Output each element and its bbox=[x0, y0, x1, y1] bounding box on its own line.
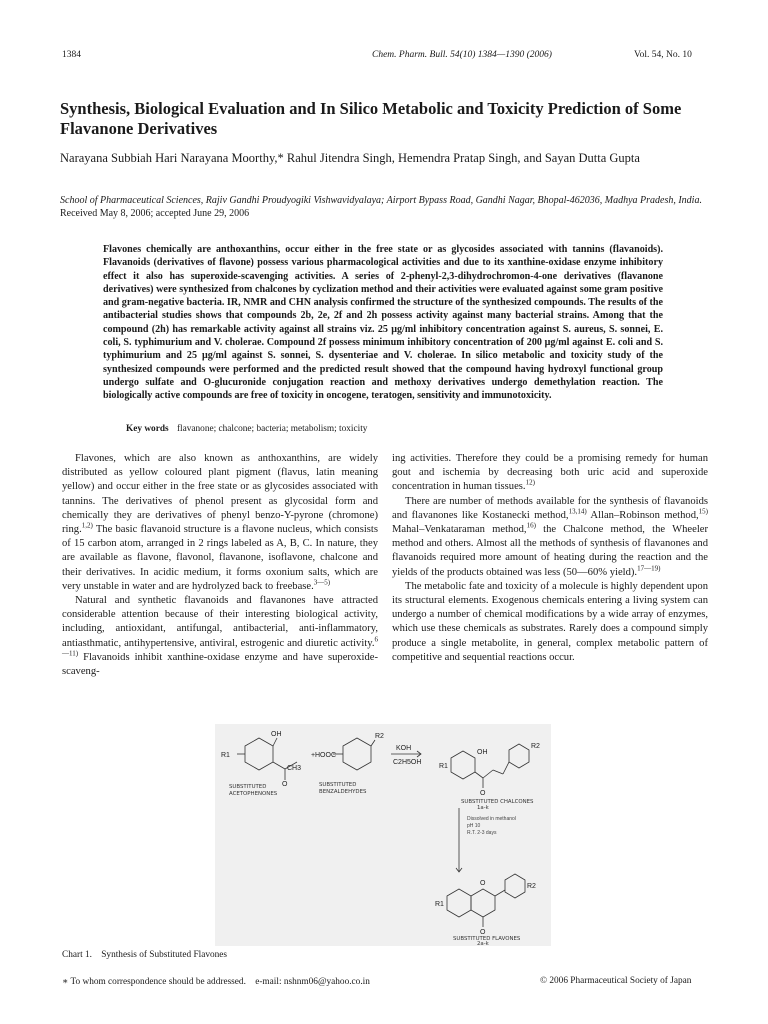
label-o: O bbox=[282, 781, 288, 788]
label-o: O bbox=[480, 790, 486, 797]
reagent-koh: KOH bbox=[396, 745, 412, 752]
author-list: Narayana Subbiah Hari Narayana Moorthy,* Rahul Jitendra Singh, Hemendra Pratap Singh, and Sayan Dutta Gupta bbox=[60, 151, 640, 165]
text-run: the Chalcone method, the Wheeler method and others. Almost all the methods of synthesis of flavanones and flavanoids required more amount of heating during the reaction and the yields of the products obtained was less (50—60% yield). bbox=[392, 524, 708, 578]
journal-citation: Chem. Pharm. Bull. 54(10) 1384—1390 (2006) bbox=[372, 50, 552, 60]
label-o: O bbox=[480, 880, 486, 887]
label-hooc: HOOC bbox=[315, 752, 336, 759]
page-number: 1384 bbox=[62, 50, 81, 60]
abstract: Flavones chemically are anthoxanthins, occur either in the free state or as glycosides associated with tannins (flavanoids). Flavanoids (derivatives of flavone) possess various pharmacological activities and due to its xanthine-oxidase enzyme inhibitory effect it also has superoxide-scavenging activities. A series of 2-phenyl-2,3-dihydrochromon-4-one derivatives (flavanone derivatives) were synthesized from chalcones by cyclization method and their activities were evaluated against some gram positive and gram-negative bacteria. IR, NMR and CHN analysis confirmed the structure of the synthesized compounds. The results of the antibacterial studies shows that compounds 2b, 2e, 2f and 2h possess activity against many bacterial strains. Among that the compound (2h) has remarkable activity against all strains viz. 25 μg/ml inhibitory concentration against S. aureus, S. sonnei, E. coli, S. typhimurium and V. cholerae. Compound 2f possess minimum inhibitory concentration of 200 μg/ml against E. coli and S. typhimurium and 25 μg/ml against S. sonnei, S. dysenteriae and V. cholerae. In silico metabolic and toxicity study of the synthesized compounds were performed and the predicted result showed that the compound having hydroxyl functional group undergo sulfate and O-glucuronide conjugation reaction and methoxy derivatives undergo demethylation reaction. The biologically active compounds are free of toxicity in oncogene, teratogen, sensitivity and immunotoxicity. bbox=[103, 244, 663, 402]
paragraph bbox=[62, 594, 378, 679]
text-run: Natural and synthetic flavanoids and flavanones have attracted considerable attention because of their interesting biological activity, including, antioxidant, antifungal, antibacterial, anti-inflammatory, antiasthmatic, antihypertensive, antiviral, estrogenic and diuretic activity. bbox=[62, 595, 378, 649]
reaction-scheme bbox=[215, 724, 551, 946]
label-plus: + bbox=[311, 752, 316, 759]
citation-ref: 16) bbox=[526, 521, 536, 530]
volume-issue: Vol. 54, No. 10 bbox=[634, 50, 692, 60]
correspondence-note: ∗ To whom correspondence should be addressed. e-mail: nshnm06@yahoo.co.in bbox=[62, 977, 370, 987]
citation-ref: 15) bbox=[698, 507, 708, 516]
condition-text: pH 10 bbox=[467, 823, 481, 829]
flavone-label: 2a-k bbox=[477, 941, 489, 946]
text-run: Flavones, which are also known as anthoxanthins, are widely distributed as yellow coloured plant pigment (flavus, latin meaning yellow) and occur either in the free state or as glycosides associated with tannins. The derivatives of phenol present as glycosidal form and chemically they are derivatives of phenyl benzo-Y-pyrone (chromone) ring. bbox=[62, 453, 378, 536]
flavanone-ring-c bbox=[471, 889, 495, 917]
chart-caption: Chart 1. Synthesis of Substituted Flavones bbox=[62, 950, 228, 960]
label-r2: R2 bbox=[527, 883, 536, 890]
label-r1: R1 bbox=[439, 763, 448, 770]
label-o: O bbox=[480, 929, 486, 936]
scheme-drawing bbox=[215, 724, 551, 946]
label-oh: OH bbox=[477, 749, 488, 756]
label-r1: R1 bbox=[435, 901, 444, 908]
label-ch3: CH3 bbox=[287, 765, 302, 772]
text-run: There are number of methods available for the synthesis of flavanoids and flavanones like Kostanecki method, bbox=[392, 495, 708, 521]
body-column-right bbox=[392, 452, 708, 665]
citation-ref: 1,2) bbox=[81, 521, 93, 530]
text-run: The metabolic fate and toxicity of a molecule is highly dependent upon its structural elements. Exogenous chemicals entering a living system can undergo a number of chemical modifications by a wide array of enzymes, which use these chemicals as substrates. Rarely does a compound simply produce a single metabolite, in general, complex metabolic pattern of competitive and sequential reactions occur. bbox=[392, 580, 708, 663]
condition-text: Dissolved in methanol bbox=[467, 816, 516, 822]
keywords-line bbox=[126, 424, 367, 434]
paragraph bbox=[392, 452, 708, 495]
citation-ref: 3—5) bbox=[313, 578, 331, 587]
acetophenone-label: SUBSTITUTED bbox=[229, 784, 267, 790]
text-run: ing activities. Therefore they could be a promising remedy for human gout and ischemia by decreasing both uric acid and superoxide concentration in human tissues. bbox=[392, 453, 708, 493]
acetophenone-label: ACETOPHENONES bbox=[229, 791, 278, 797]
label-r1: R1 bbox=[221, 752, 230, 759]
flavone-label: SUBSTITUTED FLAVONES bbox=[453, 936, 521, 942]
text-run: Flavanoids inhibit xanthine-oxidase enzyme and have superoxide-scaveng- bbox=[62, 651, 378, 678]
flavanone-ring-a bbox=[447, 889, 471, 917]
benzaldehyde-ring bbox=[343, 738, 371, 770]
citation-ref: 17—19) bbox=[637, 564, 661, 573]
paragraph bbox=[62, 452, 378, 594]
copyright: © 2006 Pharmaceutical Society of Japan bbox=[540, 976, 692, 986]
text-run: The basic flavanoid structure is a flavone nucleus, which consists of 15 carbon atom, arranged in 2 rings labeled as A, B, C. In nature, they are available as flavone, flavonol, flavanone, isoflavone, chalcone and their derivatives. In acidic medium, it forms oxonium salts, which are very unstable in water and are hydrolyzed back to freebase. bbox=[62, 524, 378, 592]
text-run: Mahal–Venkataraman method, bbox=[392, 524, 527, 536]
label-oh: OH bbox=[271, 731, 282, 738]
keywords-label: Key words bbox=[126, 424, 169, 434]
received-dates: Received May 8, 2006; accepted June 29, 2006 bbox=[60, 208, 250, 219]
acetophenone-ring bbox=[245, 738, 273, 770]
paragraph bbox=[392, 580, 708, 665]
text-run: Allan–Robinson method, bbox=[586, 509, 699, 521]
body-column-left bbox=[62, 452, 378, 679]
citation-ref: 13,14) bbox=[568, 507, 587, 516]
condition-text: R.T. 2-3 days bbox=[467, 830, 497, 836]
benzaldehyde-label: BENZALDEHYDES bbox=[319, 789, 367, 795]
reagent-ethanol: C2H5OH bbox=[393, 759, 422, 766]
citation-ref: 6—11) bbox=[62, 635, 378, 658]
chalcone-ring-b bbox=[509, 744, 529, 768]
flavanone-ring-b bbox=[505, 874, 525, 898]
article-title: Synthesis, Biological Evaluation and In Silico Metabolic and Toxicity Prediction of Some Flavanone Derivatives bbox=[60, 99, 682, 138]
label-r2: R2 bbox=[531, 743, 540, 750]
benzaldehyde-label: SUBSTITUTED bbox=[319, 782, 357, 788]
citation-ref: 12) bbox=[525, 478, 535, 487]
paragraph bbox=[392, 495, 708, 580]
label-r2: R2 bbox=[375, 733, 384, 740]
keywords: flavanone; chalcone; bacteria; metabolism; toxicity bbox=[176, 424, 368, 434]
chalcone-ring-a bbox=[451, 751, 475, 779]
chalcone-label: SUBSTITUTED CHALCONES bbox=[461, 799, 534, 805]
affiliation: School of Pharmaceutical Sciences, Rajiv Gandhi Proudyogiki Vishwavidyalaya; Airport Bypass Road, Gandhi Nagar, Bhopal-462036, Madhya Pradesh, India. bbox=[60, 195, 702, 206]
chalcone-label: 1a-k bbox=[477, 805, 489, 811]
affiliation-block bbox=[60, 194, 710, 220]
